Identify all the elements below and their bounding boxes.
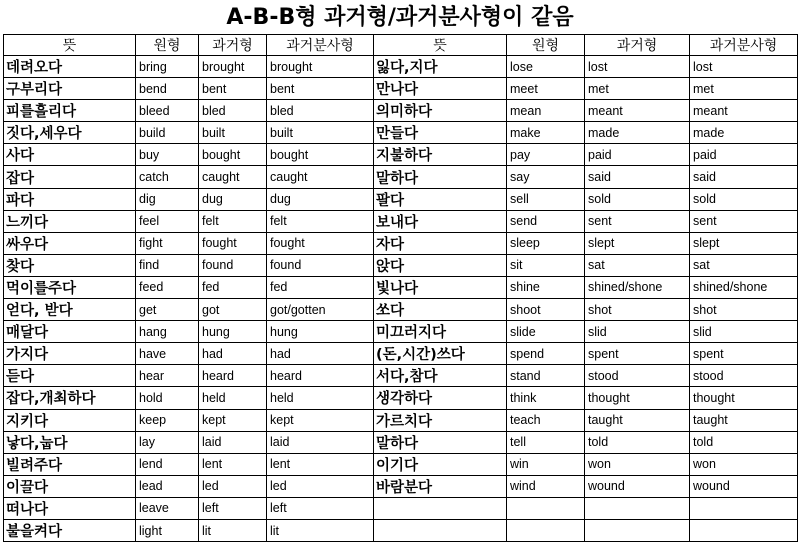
meaning-cell: 이기다	[374, 453, 507, 475]
table-row	[4, 299, 798, 321]
base-form-cell: wind	[507, 475, 585, 497]
past-participle-cell: brought	[267, 56, 374, 78]
past-tense-cell: brought	[199, 56, 267, 78]
past-tense-cell: bled	[199, 100, 267, 122]
meaning-cell: 먹이를주다	[4, 276, 136, 298]
past-participle-cell: bled	[267, 100, 374, 122]
past-tense-cell: fed	[199, 276, 267, 298]
meaning-cell: 파다	[4, 188, 136, 210]
base-form-cell: hear	[136, 365, 199, 387]
past-participle-cell: laid	[267, 431, 374, 453]
meaning-cell: 사다	[4, 144, 136, 166]
base-form-cell: sleep	[507, 232, 585, 254]
header-past-participle-left: 과거분사형	[267, 35, 374, 56]
meaning-cell: 구부리다	[4, 78, 136, 100]
past-participle-cell: dug	[267, 188, 374, 210]
past-tense-cell: led	[199, 475, 267, 497]
header-base-form-right: 원형	[507, 35, 585, 56]
meaning-cell: 보내다	[374, 210, 507, 232]
header-base-form-left: 원형	[136, 35, 199, 56]
header-past-tense-left: 과거형	[199, 35, 267, 56]
past-participle-cell: sent	[690, 210, 798, 232]
past-participle-cell: made	[690, 122, 798, 144]
past-participle-cell: left	[267, 497, 374, 519]
base-form-cell: meet	[507, 78, 585, 100]
table-row	[4, 409, 798, 431]
past-tense-cell: paid	[585, 144, 690, 166]
past-tense-cell: met	[585, 78, 690, 100]
base-form-cell: bend	[136, 78, 199, 100]
table-row	[4, 56, 798, 78]
table-row	[4, 166, 798, 188]
base-form-cell: tell	[507, 431, 585, 453]
table-row	[4, 78, 798, 100]
past-participle-cell: led	[267, 475, 374, 497]
meaning-cell: 만들다	[374, 122, 507, 144]
past-tense-cell: bought	[199, 144, 267, 166]
base-form-cell: dig	[136, 188, 199, 210]
past-participle-cell: taught	[690, 409, 798, 431]
base-form-cell	[507, 497, 585, 519]
table-row	[4, 100, 798, 122]
base-form-cell: send	[507, 210, 585, 232]
meaning-cell: 찾다	[4, 254, 136, 276]
meaning-cell: 빌려주다	[4, 453, 136, 475]
base-form-cell: light	[136, 519, 199, 541]
past-participle-cell: meant	[690, 100, 798, 122]
base-form-cell: win	[507, 453, 585, 475]
base-form-cell: catch	[136, 166, 199, 188]
table-row	[4, 276, 798, 298]
past-participle-cell: met	[690, 78, 798, 100]
past-tense-cell	[585, 519, 690, 541]
past-participle-cell: kept	[267, 409, 374, 431]
table-row	[4, 254, 798, 276]
past-participle-cell: sat	[690, 254, 798, 276]
past-participle-cell: stood	[690, 365, 798, 387]
past-tense-cell: wound	[585, 475, 690, 497]
base-form-cell: mean	[507, 100, 585, 122]
base-form-cell: have	[136, 343, 199, 365]
meaning-cell: 생각하다	[374, 387, 507, 409]
past-tense-cell: spent	[585, 343, 690, 365]
past-participle-cell: shined/shone	[690, 276, 798, 298]
base-form-cell: spend	[507, 343, 585, 365]
table-row	[4, 365, 798, 387]
table-row	[4, 144, 798, 166]
past-tense-cell: left	[199, 497, 267, 519]
base-form-cell: teach	[507, 409, 585, 431]
past-participle-cell: found	[267, 254, 374, 276]
header-meaning-left: 뜻	[4, 35, 136, 56]
past-tense-cell: stood	[585, 365, 690, 387]
past-tense-cell: lost	[585, 56, 690, 78]
past-tense-cell: said	[585, 166, 690, 188]
past-participle-cell: lent	[267, 453, 374, 475]
past-participle-cell: fought	[267, 232, 374, 254]
past-tense-cell: fought	[199, 232, 267, 254]
meaning-cell	[374, 497, 507, 519]
table-row	[4, 210, 798, 232]
past-tense-cell: found	[199, 254, 267, 276]
meaning-cell: 자다	[374, 232, 507, 254]
past-participle-cell: bought	[267, 144, 374, 166]
meaning-cell: 불을켜다	[4, 519, 136, 541]
past-participle-cell: lit	[267, 519, 374, 541]
meaning-cell: 서다,참다	[374, 365, 507, 387]
past-tense-cell: dug	[199, 188, 267, 210]
meaning-cell: 느끼다	[4, 210, 136, 232]
past-tense-cell: bent	[199, 78, 267, 100]
table-row	[4, 475, 798, 497]
past-participle-cell: paid	[690, 144, 798, 166]
meaning-cell: 싸우다	[4, 232, 136, 254]
past-participle-cell	[690, 497, 798, 519]
past-tense-cell: slid	[585, 321, 690, 343]
meaning-cell: 바람분다	[374, 475, 507, 497]
header-past-tense-right: 과거형	[585, 35, 690, 56]
past-participle-cell: held	[267, 387, 374, 409]
header-row	[4, 35, 798, 56]
meaning-cell: 의미하다	[374, 100, 507, 122]
base-form-cell: build	[136, 122, 199, 144]
past-participle-cell: fed	[267, 276, 374, 298]
base-form-cell: find	[136, 254, 199, 276]
past-participle-cell: told	[690, 431, 798, 453]
past-participle-cell: shot	[690, 299, 798, 321]
past-participle-cell: got/gotten	[267, 299, 374, 321]
past-tense-cell	[585, 497, 690, 519]
header-past-participle-right: 과거분사형	[690, 35, 798, 56]
table-body	[4, 56, 798, 542]
meaning-cell: 잡다	[4, 166, 136, 188]
past-tense-cell: told	[585, 431, 690, 453]
meaning-cell	[374, 519, 507, 541]
past-participle-cell: said	[690, 166, 798, 188]
base-form-cell: think	[507, 387, 585, 409]
base-form-cell: lead	[136, 475, 199, 497]
past-tense-cell: won	[585, 453, 690, 475]
meaning-cell: 쏘다	[374, 299, 507, 321]
base-form-cell: make	[507, 122, 585, 144]
meaning-cell: 짓다,세우다	[4, 122, 136, 144]
past-tense-cell: made	[585, 122, 690, 144]
base-form-cell: say	[507, 166, 585, 188]
meaning-cell: 팔다	[374, 188, 507, 210]
base-form-cell: bleed	[136, 100, 199, 122]
meaning-cell: 떠나다	[4, 497, 136, 519]
meaning-cell: 지키다	[4, 409, 136, 431]
meaning-cell: 만나다	[374, 78, 507, 100]
past-tense-cell: taught	[585, 409, 690, 431]
base-form-cell: lend	[136, 453, 199, 475]
past-tense-cell: got	[199, 299, 267, 321]
past-participle-cell: won	[690, 453, 798, 475]
base-form-cell: feel	[136, 210, 199, 232]
table-row	[4, 453, 798, 475]
table-row	[4, 387, 798, 409]
past-participle-cell: hung	[267, 321, 374, 343]
past-participle-cell: wound	[690, 475, 798, 497]
base-form-cell: lay	[136, 431, 199, 453]
meaning-cell: 듣다	[4, 365, 136, 387]
meaning-cell: 낳다,눕다	[4, 431, 136, 453]
header-meaning-right: 뜻	[374, 35, 507, 56]
past-participle-cell: slept	[690, 232, 798, 254]
past-participle-cell: bent	[267, 78, 374, 100]
past-tense-cell: caught	[199, 166, 267, 188]
past-tense-cell: thought	[585, 387, 690, 409]
past-participle-cell: had	[267, 343, 374, 365]
past-tense-cell: hung	[199, 321, 267, 343]
table-row	[4, 232, 798, 254]
meaning-cell: 말하다	[374, 166, 507, 188]
table-row	[4, 497, 798, 519]
meaning-cell: 앉다	[374, 254, 507, 276]
past-participle-cell: lost	[690, 56, 798, 78]
past-tense-cell: felt	[199, 210, 267, 232]
past-tense-cell: heard	[199, 365, 267, 387]
past-participle-cell: felt	[267, 210, 374, 232]
meaning-cell: 가지다	[4, 343, 136, 365]
meaning-cell: 말하다	[374, 431, 507, 453]
meaning-cell: 매달다	[4, 321, 136, 343]
page-title: A-B-B형 과거형/과거분사형이 같음	[226, 5, 574, 30]
meaning-cell: 얻다, 받다	[4, 299, 136, 321]
past-tense-cell: sent	[585, 210, 690, 232]
past-tense-cell: sold	[585, 188, 690, 210]
base-form-cell: hang	[136, 321, 199, 343]
past-participle-cell: built	[267, 122, 374, 144]
past-participle-cell: thought	[690, 387, 798, 409]
meaning-cell: 잡다,개최하다	[4, 387, 136, 409]
past-participle-cell: spent	[690, 343, 798, 365]
base-form-cell: stand	[507, 365, 585, 387]
past-participle-cell: caught	[267, 166, 374, 188]
base-form-cell: slide	[507, 321, 585, 343]
past-tense-cell: laid	[199, 431, 267, 453]
past-tense-cell: shined/shone	[585, 276, 690, 298]
meaning-cell: 데려오다	[4, 56, 136, 78]
meaning-cell: 미끄러지다	[374, 321, 507, 343]
base-form-cell: feed	[136, 276, 199, 298]
past-tense-cell: slept	[585, 232, 690, 254]
past-tense-cell: had	[199, 343, 267, 365]
past-tense-cell: kept	[199, 409, 267, 431]
meaning-cell: 잃다,지다	[374, 56, 507, 78]
base-form-cell: lose	[507, 56, 585, 78]
base-form-cell: bring	[136, 56, 199, 78]
meaning-cell: 지불하다	[374, 144, 507, 166]
past-tense-cell: sat	[585, 254, 690, 276]
base-form-cell: keep	[136, 409, 199, 431]
meaning-cell: 빛나다	[374, 276, 507, 298]
base-form-cell: buy	[136, 144, 199, 166]
base-form-cell	[507, 519, 585, 541]
past-tense-cell: lent	[199, 453, 267, 475]
base-form-cell: get	[136, 299, 199, 321]
past-participle-cell: slid	[690, 321, 798, 343]
meaning-cell: 가르치다	[374, 409, 507, 431]
table-row	[4, 343, 798, 365]
past-tense-cell: meant	[585, 100, 690, 122]
past-participle-cell	[690, 519, 798, 541]
table-row	[4, 122, 798, 144]
base-form-cell: sit	[507, 254, 585, 276]
table-row	[4, 519, 798, 541]
base-form-cell: fight	[136, 232, 199, 254]
base-form-cell: pay	[507, 144, 585, 166]
past-participle-cell: sold	[690, 188, 798, 210]
meaning-cell: (돈,시간)쓰다	[374, 343, 507, 365]
base-form-cell: hold	[136, 387, 199, 409]
meaning-cell: 이끌다	[4, 475, 136, 497]
past-tense-cell: shot	[585, 299, 690, 321]
past-tense-cell: built	[199, 122, 267, 144]
past-tense-cell: lit	[199, 519, 267, 541]
base-form-cell: leave	[136, 497, 199, 519]
table-row	[4, 321, 798, 343]
table-row	[4, 431, 798, 453]
verb-table	[3, 34, 798, 542]
table-row	[4, 188, 798, 210]
past-participle-cell: heard	[267, 365, 374, 387]
base-form-cell: sell	[507, 188, 585, 210]
base-form-cell: shine	[507, 276, 585, 298]
meaning-cell: 피를흘리다	[4, 100, 136, 122]
past-tense-cell: held	[199, 387, 267, 409]
base-form-cell: shoot	[507, 299, 585, 321]
